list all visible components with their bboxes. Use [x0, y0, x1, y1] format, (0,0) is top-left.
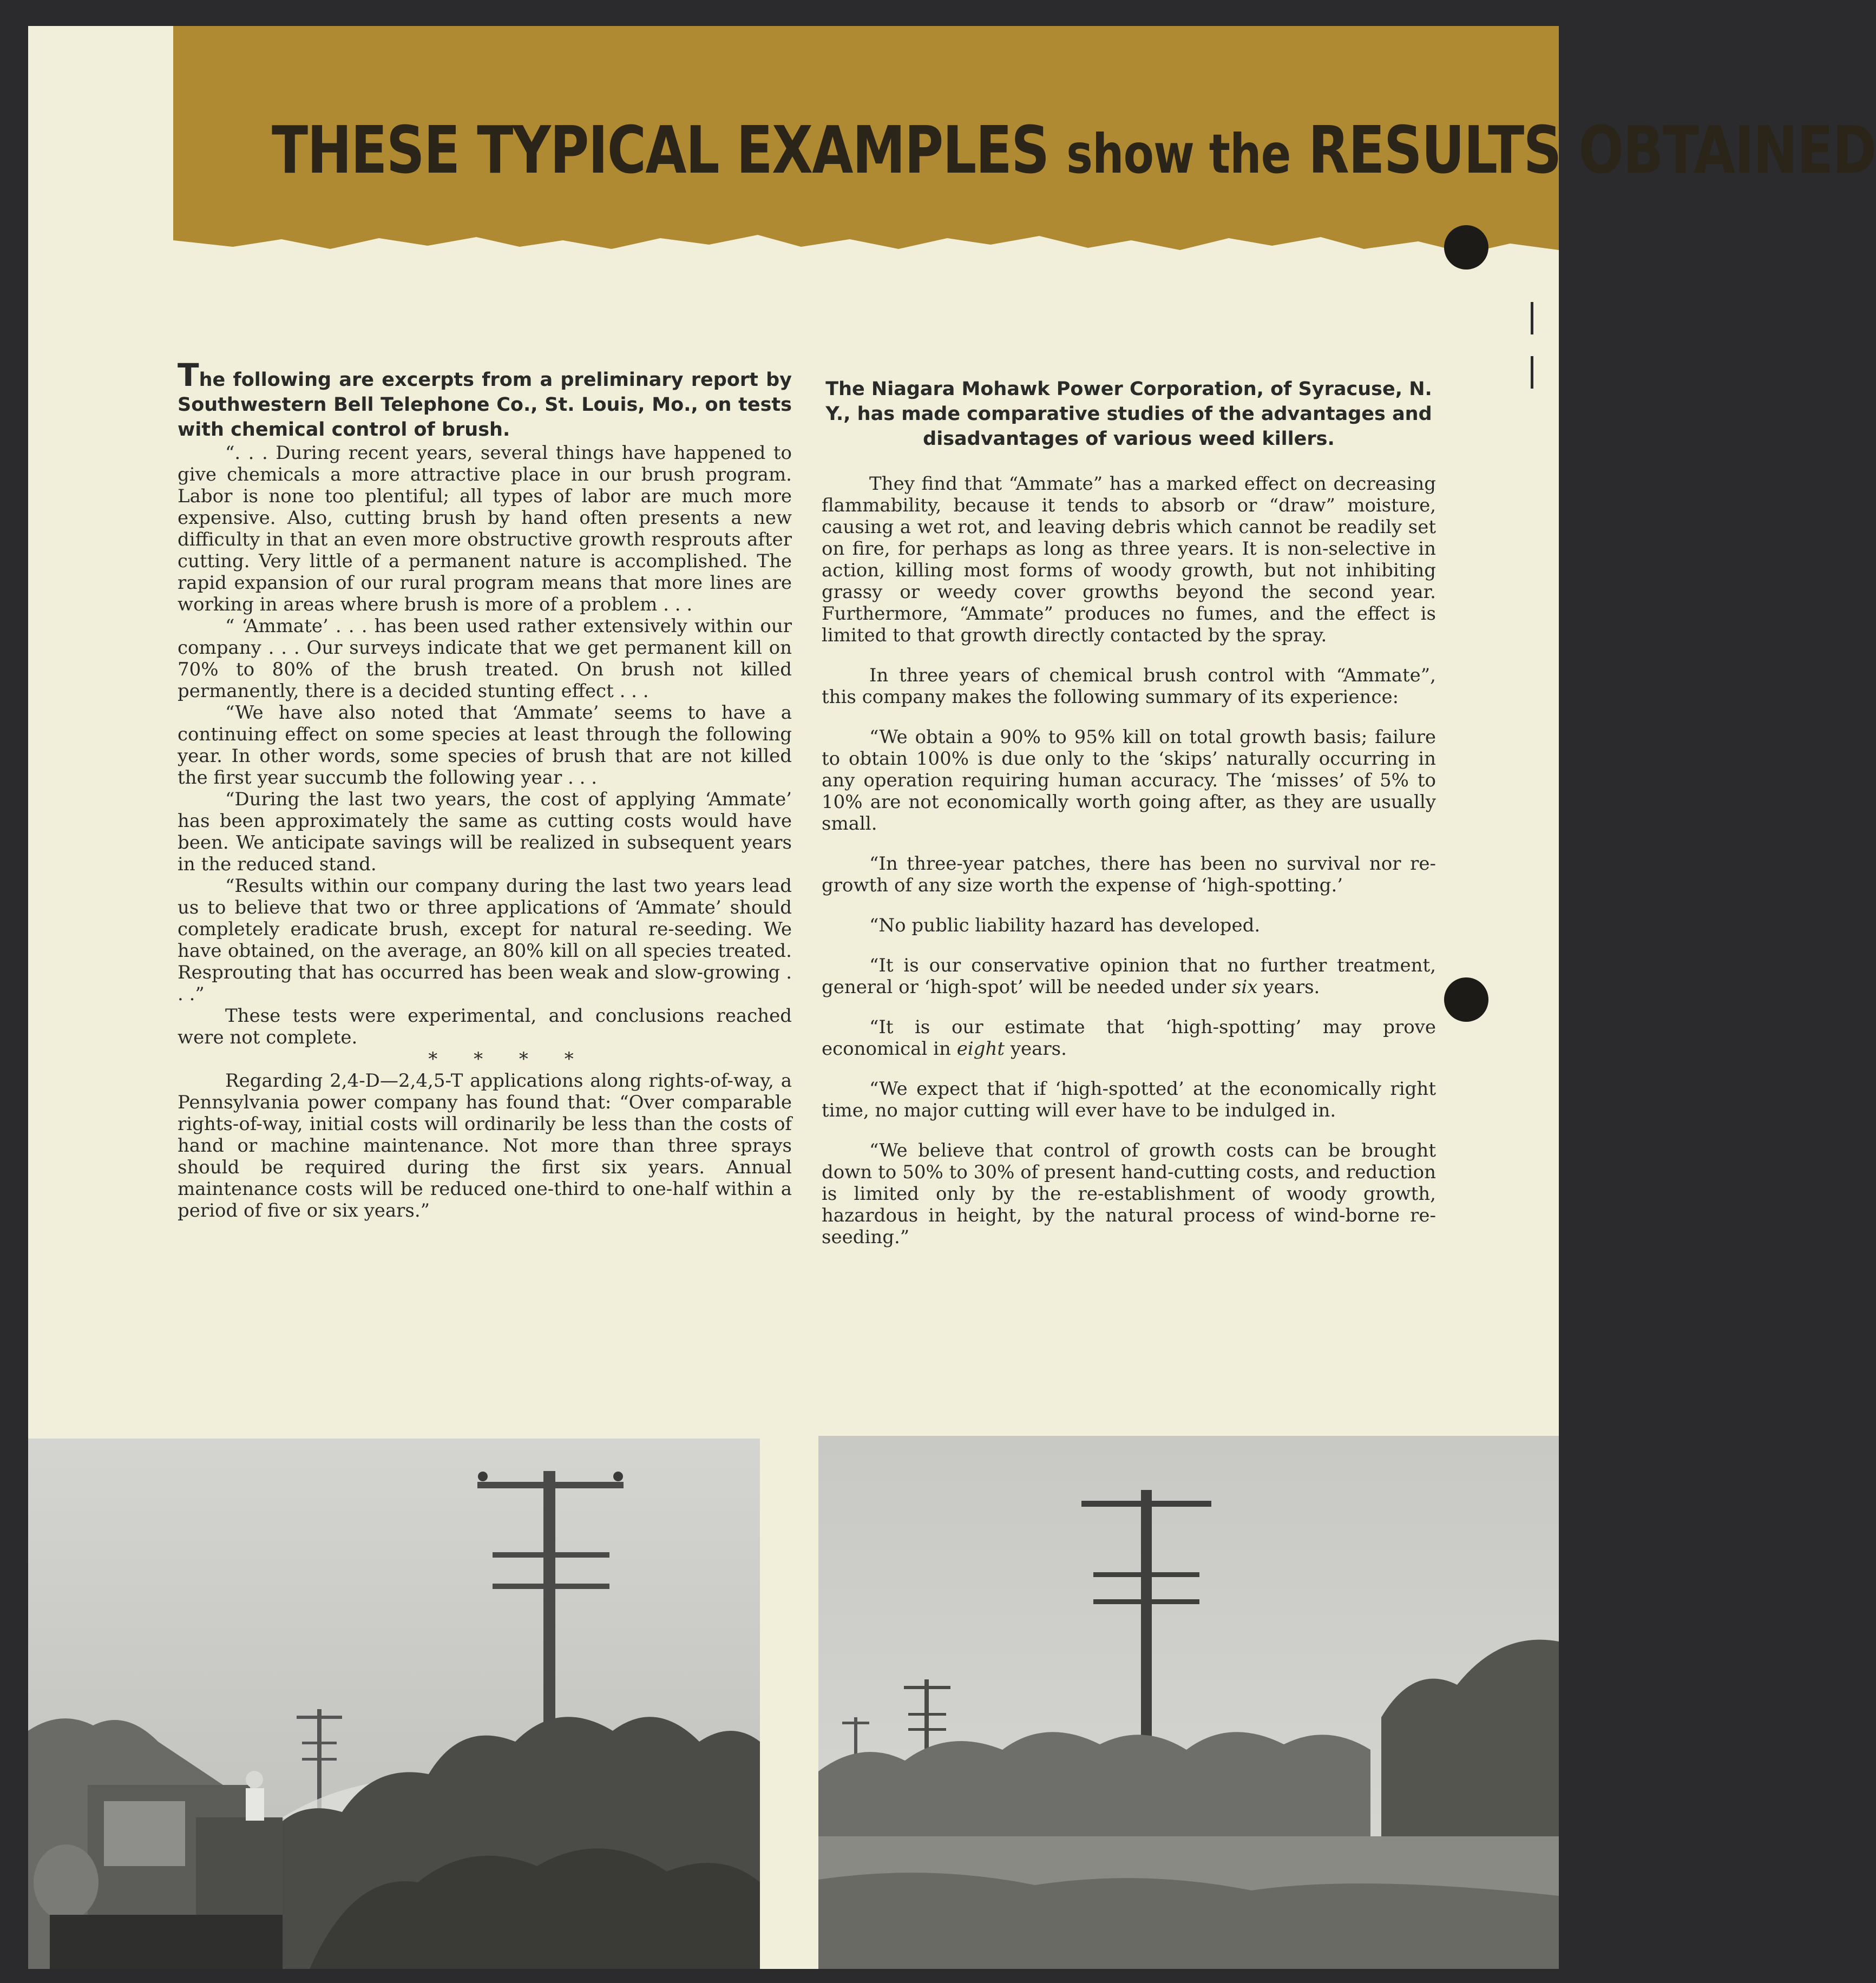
- photo-spray-truck: [28, 1439, 760, 1969]
- headline-part-3: RESULTS OBTAINED: [1308, 113, 1876, 188]
- headline-part-1: THESE TYPICAL EXAMPLES: [272, 113, 1049, 188]
- excerpt-paragraph: “. . . During recent years, several things have happened to give chemicals a more attractive place in our brush program. Labor is none too plentiful; all types of labor are much more expensive. Also, cutting brush by hand often presents a new difficulty in that an even more obstructive growth resprouts after cutting. Very little of a permanent nature is accomplished. The rapid expansion of our rural program means that more lines are working in areas where brush is more of a problem . . .: [178, 442, 792, 615]
- binder-hole-top: [1444, 225, 1488, 270]
- closing-paragraph: Regarding 2,4-D—2,4,5-T applications along rights-of-way, a Pennsylvania power company has found that: “Over comparable rights-of-way, initial costs will ordinarily be less than the costs of hand or machine maintenance. Not more than three sprays should be required during the first six years. Annual maintenance costs will be reduced one-third to one-half within a period of five or six years.”: [178, 1070, 792, 1222]
- left-column: [178, 357, 792, 1222]
- excerpt-paragraph: “We have also noted that ‘Ammate’ seems to have a continuing effect on some species at least through the following year. In other words, some species of brush that are not killed the first year succumb the following year . . .: [178, 702, 792, 789]
- excerpt-paragraph: “ ‘Ammate’ . . . has been used rather extensively within our company . . . Our surveys indicate that we get permanent kill on 70% to 80% of the brush treated. On brush not killed permanently, there is a decided stunting effect . . .: [178, 615, 792, 702]
- drop-cap: T: [178, 357, 199, 393]
- text-run: years.: [1005, 1038, 1067, 1060]
- section-separator: * * * *: [428, 1048, 589, 1070]
- report-paragraph: In three years of chemical brush control with “Ammate”, this company makes the following summary of its experience:: [822, 665, 1436, 708]
- report-paragraph: “We believe that control of growth costs can be brought down to 50% to 30% of present hand-cutting costs, and reduction is limited only by the re-establishment of woody growth, hazardous in height, by the natural process of wind-borne re-seeding.”: [822, 1140, 1436, 1248]
- report-paragraph: “We expect that if ‘high-spotted’ at the economically right time, no major cutting will ever have to be indulged in.: [822, 1078, 1436, 1121]
- text-run: “It is our conservative opinion that no further treatment, general or ‘high-spot’ will be needed under: [822, 955, 1436, 998]
- document-page: [28, 26, 1876, 1969]
- report-paragraph: “In three-year patches, there has been no survival nor re-growth of any size worth the expense of ‘high-spotting.’: [822, 853, 1436, 896]
- photo-right-of-way-art: [818, 1436, 1559, 1969]
- left-lead-text: he following are excerpts from a preliminary report by Southwestern Bell Telephone Co., St. Louis, Mo., on tests with chemical control of brush.: [178, 369, 792, 441]
- text-run: years.: [1257, 976, 1320, 998]
- text-run: “It is our estimate that ‘high-spotting’ may prove economical in: [822, 1016, 1436, 1060]
- headline: [272, 110, 1875, 195]
- excerpt-paragraph: These tests were experimental, and conclusions reached were not complete.: [178, 1005, 792, 1048]
- headline-part-2: show the: [1066, 122, 1291, 186]
- edge-mark: [1531, 356, 1533, 389]
- emphasis: eight: [956, 1038, 1005, 1060]
- report-paragraph-six: [822, 955, 1436, 998]
- right-lead: The Niagara Mohawk Power Corporation, of Syracuse, N. Y., has made comparative studies of the advantages and disadvantages of various weed killers.: [825, 378, 1432, 450]
- excerpt-paragraph: “During the last two years, the cost of applying ‘Ammate’ has been approximately the same as cutting costs would have been. We anticipate savings will be realized in subsequent years in the reduced stand.: [178, 789, 792, 875]
- report-paragraph: “We obtain a 90% to 95% kill on total growth basis; failure to obtain 100% is due only to the ‘skips’ naturally occurring in any operation requiring human accuracy. The ‘misses’ of 5% to 10% are not economically worth going after, as they are usually small.: [822, 726, 1436, 835]
- torn-edge: [173, 222, 1559, 265]
- photo-right-of-way: [818, 1436, 1559, 1969]
- left-lead: [178, 357, 792, 442]
- report-paragraph-eight: [822, 1016, 1436, 1060]
- right-column: [822, 377, 1436, 1248]
- binder-hole-middle: [1444, 977, 1488, 1022]
- photo-spray-truck-art: [28, 1439, 760, 1969]
- report-paragraph: They find that “Ammate” has a marked effect on decreasing flammability, because it tends to absorb or “draw” moisture, causing a wet rot, and leaving debris which cannot be readily set on fire, for perhaps as long as three years. It is non-selective in action, killing most forms of woody growth, but not inhibiting grassy or weedy cover growths beyond the second year. Furthermore, “Ammate” produces no fumes, and the effect is limited to that growth directly contacted by the spray.: [822, 473, 1436, 646]
- report-paragraph: “No public liability hazard has developed.: [869, 915, 1261, 936]
- excerpt-paragraph: “Results within our company during the last two years lead us to believe that two or three applications of ‘Ammate’ should completely eradicate brush, except for natural re-seeding. We have obtained, on the average, an 80% kill on all species treated. Resprouting that has occurred has been weak and slow-growing . . .”: [178, 875, 792, 1005]
- edge-mark: [1531, 302, 1533, 334]
- emphasis: six: [1231, 976, 1258, 998]
